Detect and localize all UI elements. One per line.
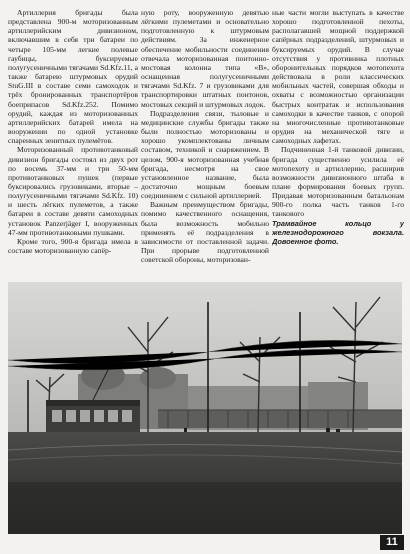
text-column-2: [141, 8, 269, 272]
archival-photo-tram-loop: [8, 282, 402, 534]
paragraph: Подчиненная 1-й танковой дивизии, бригада существенно усилила её мотопехоту и артиллерию, расширив возможности дивизионного штаба в плане формирования боевых групп. Придавая моторизованным батальонам 900-го полка часть танков 1-го танкового: [272, 145, 404, 219]
paragraph: Подразделения связи, тыловые и медицинские службы бригады также были полностью моторизованы и хорошо укомплектованы личным составом, техникой и снаряжением. В целом, 900-я моторизованная учебная бригада, несмотря на свое установленное название, была достаточно мощным боевым соединением с сильной артиллерией.: [141, 108, 269, 201]
paragraph: Моторизованный противотанковый дивизион бригады состоял из двух рот по восемь 37-мм и три 50-мм противотанковых пушек (первые буксировались грузовиками, вторые – полугусеничными тягачами Sd.Kfz. 10) и шесть лёгких пулеметов, а также батареи в составе девяти самоходных установок Panzerjäger I, вооруженных 47-мм противотанковыми пушками.: [8, 145, 138, 237]
text-column-3: [272, 8, 404, 272]
photo-caption: Трамвайное кольцо у железнодорожного вокзала. Довоенное фото.: [272, 218, 404, 246]
text-column-1: [8, 8, 138, 272]
paragraph: Артиллерия бригады была представлена 900-м моторизованным артиллерийским дивизионом, включавшим в себя три батареи по четыре 105-мм легкие полевые гаубицы, буксируемые полугусеничными тягачами Sd.Kfz.11, а также батарею штурмовых орудий StuG.III в составе семи самоходок и трёх бронированных транспортёров боеприпасов Sd.Kfz.252. Помимо орудий, каждая из моторизованных артиллерийских батарей имела на вооружении по одной установке спаренных зенитных пулемётов.: [8, 8, 138, 146]
text-columns: [8, 8, 404, 272]
paragraph: ные части могли выступать в качестве хорошо подготовленной пехоты, располагавшей мощной поддержкой сапёрных подразделений, штурмовых и буксируемых орудий. В случае отсутствия у противника плотных оборонительных порядков мотопехота действовала в роли классических мобильных частей, совершая обходы и охваты с возможностью организации быстрых контратак и использования самоходки в качестве танков, с опорой на многочисленные противотанковые орудия на механической тяге и самоходных лафетах.: [272, 8, 404, 146]
paragraph: Кроме того, 900-я бригада имела в составе моторизованную сапёр-: [8, 236, 138, 256]
paragraph: Важным преимуществом бригады, помимо качественного оснащения, была возможность мобильно применять её подразделения в зависимости от поставленной задачи. При прорыве подготовленной советской обороны, моторизован-: [141, 200, 269, 265]
photo-illustration: [8, 282, 402, 534]
page-number: 11: [380, 535, 404, 550]
paragraph: ную роту, вооруженную девятью лёгкими пулеметами и основательно подготовленную к штурмовым действиям. За инженерное обеспечение мобильности соединения отвечала моторизованная понтонно-мостовая колонна типа «B», оснащенная полугусеничными тягачами Sd.Kfz. 7 и грузовиками для транспортировки штатных понтонов, мостовых секций и штурмовых лодок.: [141, 8, 269, 109]
